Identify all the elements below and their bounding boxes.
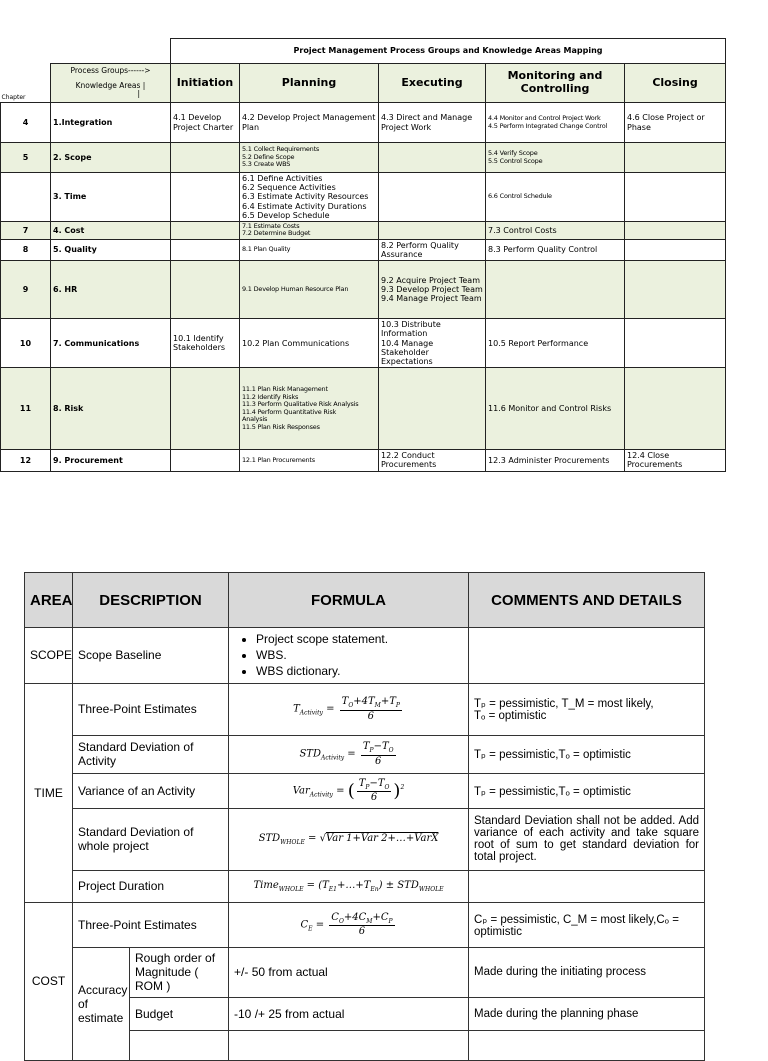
knowledge-area: 6. HR: [51, 261, 171, 319]
accuracy-range: -10 /+ 25 from actual: [229, 997, 469, 1030]
mapping-row: [1, 173, 726, 222]
process-line: 7.3 Control Costs: [488, 225, 557, 235]
planning-processes: [240, 450, 379, 471]
formula-std-activity: $STD_{Activity}$ = $\frac{T_P-T_O}{6}$: [229, 735, 469, 773]
process-line: 11.4 Perform Quantitative Risk: [242, 407, 337, 416]
accuracy-comment: Made during the initiating process: [469, 947, 705, 997]
scope-formula: [229, 628, 469, 684]
process-line: 9.3 Develop Project Team: [381, 285, 483, 295]
process-line: 9.1 Develop Human Resource Plan: [242, 285, 349, 294]
process-line: 10.5 Report Performance: [488, 338, 589, 348]
mapping-row: [1, 143, 726, 173]
process-line: Phase: [627, 122, 651, 132]
knowledge-area: 3. Time: [51, 173, 171, 222]
monitoring-processes: [486, 368, 625, 450]
mapping-row: [1, 368, 726, 450]
process-line: 10.2 Plan Communications: [242, 338, 350, 348]
initiation-processes: [171, 173, 240, 222]
executing-processes: [379, 319, 486, 368]
chapter-number: [1, 173, 51, 222]
process-line: 4.6 Close Project or: [627, 113, 705, 123]
scope-bullet: • WBS dictionary.: [256, 663, 463, 679]
col-comments: COMMENTS AND DETAILS: [469, 573, 705, 628]
process-line: 11.5 Plan Risk Responses: [242, 422, 320, 431]
time-desc: Variance of an Activity: [73, 773, 229, 808]
accuracy-comment-empty: [469, 1030, 705, 1060]
pipe-label: |: [137, 89, 140, 99]
process-line: 12.1 Plan Procurements: [242, 455, 315, 464]
process-line: 6.1 Define Activities: [242, 174, 323, 183]
planning-processes: [240, 261, 379, 319]
process-line: Expectations: [381, 357, 433, 366]
formula-table: [24, 572, 705, 1061]
process-line: 6.5 Develop Schedule: [242, 210, 330, 220]
scope-bullet: • Project scope statement.: [256, 631, 463, 647]
process-line: 5.3 Create WBS: [242, 160, 291, 169]
process-line: 6.3 Estimate Activity Resources: [242, 192, 369, 202]
accuracy-type: Budget: [130, 997, 229, 1030]
mapping-row: [1, 103, 726, 143]
executing-processes: [379, 239, 486, 260]
monitoring-processes: [486, 221, 625, 239]
process-line: Assurance: [381, 250, 423, 260]
accuracy-range: +/- 50 from actual: [229, 947, 469, 997]
comment-line: Tₚ = pessimistic, T_M = most likely,: [474, 698, 654, 711]
knowledge-area: 9. Procurement: [51, 450, 171, 471]
col-area: AREA: [25, 573, 73, 628]
chapter-number: 4: [1, 103, 51, 143]
process-line: 4.1 Develop: [173, 113, 222, 123]
process-line: 7.2 Determine Budget: [242, 229, 311, 238]
formula-std-whole: $STD_{WHOLE} = √Var$ 1+Var 2+…+VarX: [229, 808, 469, 870]
header-monitoring: Monitoring and Controlling: [486, 64, 625, 103]
process-mapping-table: [0, 38, 726, 472]
process-line: 7.1 Estimate Costs: [242, 221, 300, 230]
planning-processes: [240, 239, 379, 260]
executing-processes: [379, 450, 486, 471]
time-comment: [469, 683, 705, 735]
closing-processes: [625, 143, 726, 173]
area-scope: SCOPE: [25, 628, 73, 684]
chapter-label: Chapter: [1, 94, 26, 102]
initiation-processes: [171, 450, 240, 471]
knowledge-area: 5. Quality: [51, 239, 171, 260]
process-line: Plan: [242, 122, 260, 132]
mapping-row: [1, 319, 726, 368]
knowledge-area: 1.Integration: [51, 103, 171, 143]
closing-processes: [625, 239, 726, 260]
cost-desc: Three-Point Estimates: [73, 902, 229, 947]
process-line: 5.2 Define Scope: [242, 152, 295, 161]
chapter-number: 12: [1, 450, 51, 471]
formula-variance-activity: Var$_{Activity}$ = ( $\frac{T_P-T_O}{6}$ )$^2$: [229, 773, 469, 808]
scope-bullet-list: [234, 631, 463, 680]
header-initiation: Initiation: [171, 64, 240, 103]
process-mapping-section: [0, 38, 725, 472]
monitoring-processes: [486, 143, 625, 173]
formula-project-duration: Time$_{WHOLE}$ = $(T_{E1}+\dots+T_{En}) \pm STD_{WHOLE}$: [229, 870, 469, 902]
formula-three-point-time: $T_{Activity}$ = $\frac{T_O+4T_M+T_P}{6}$: [229, 683, 469, 735]
chapter-number: 8: [1, 239, 51, 260]
chapter-number: 11: [1, 368, 51, 450]
process-line: 8.3 Perform Quality Control: [488, 245, 598, 255]
closing-processes: [625, 450, 726, 471]
comment-line: Tₒ = optimistic: [474, 710, 547, 723]
scope-comment: [469, 628, 705, 684]
process-groups-label: Process Groups------>: [70, 66, 151, 76]
closing-processes: [625, 319, 726, 368]
closing-processes: [625, 221, 726, 239]
monitoring-processes: [486, 239, 625, 260]
process-line: Procurements: [381, 460, 437, 470]
col-formula: FORMULA: [229, 573, 469, 628]
chapter-number: 7: [1, 221, 51, 239]
initiation-processes: [171, 319, 240, 368]
mapping-row: [1, 261, 726, 319]
accuracy-type-empty: [130, 1030, 229, 1060]
executing-processes: [379, 368, 486, 450]
monitoring-processes: [486, 450, 625, 471]
time-comment: Tₚ = pessimistic,Tₒ = optimistic: [469, 735, 705, 773]
process-line: 5.1 Collect Requirements: [242, 145, 320, 154]
process-line: 12.2 Conduct: [381, 451, 435, 461]
planning-processes: [240, 143, 379, 173]
planning-processes: [240, 319, 379, 368]
process-line: 4.5 Perform Integrated Change Control: [488, 121, 608, 130]
scope-bullet: • WBS.: [256, 647, 463, 663]
process-line: 6.4 Estimate Activity Durations: [242, 201, 367, 211]
chapter-number: 9: [1, 261, 51, 319]
mapping-rows: [1, 103, 726, 472]
closing-processes: [625, 173, 726, 222]
executing-processes: [379, 261, 486, 319]
process-line: 4.2 Develop Project Management: [242, 113, 376, 123]
closing-processes: [625, 103, 726, 143]
process-line: Project Charter: [173, 122, 234, 132]
process-line: 5.5 Control Scope: [488, 156, 543, 165]
col-description: DESCRIPTION: [73, 573, 229, 628]
time-comment: Tₚ = pessimistic,Tₒ = optimistic: [469, 773, 705, 808]
closing-processes: [625, 261, 726, 319]
area-time: TIME: [25, 683, 73, 902]
time-desc: Standard Deviation of whole project: [73, 808, 229, 870]
process-line: 12.4 Close Procurements: [627, 451, 683, 470]
process-line: 4.4 Monitor and Control Project Work: [488, 114, 601, 123]
time-desc: Three-Point Estimates: [73, 683, 229, 735]
process-line: 4.3 Direct and Manage: [381, 113, 473, 123]
planning-processes: [240, 221, 379, 239]
process-line: 11.3 Perform Qualitative Risk Analysis: [242, 400, 359, 409]
accuracy-type: Rough order of Magnitude ( ROM ): [130, 947, 229, 997]
time-comment: Standard Deviation shall not be added. Add variance of each activity and take square root of sum to get standard deviation for total project.: [469, 808, 705, 870]
executing-processes: [379, 173, 486, 222]
monitoring-processes: [486, 103, 625, 143]
planning-processes: [240, 103, 379, 143]
knowledge-areas-label: Knowledge Areas |: [75, 80, 146, 90]
header-closing: Closing: [625, 64, 726, 103]
monitoring-processes: [486, 173, 625, 222]
process-line: 8.1 Plan Quality: [242, 245, 291, 254]
knowledge-area: 2. Scope: [51, 143, 171, 173]
process-line: 6.6 Control Schedule: [488, 192, 552, 201]
formula-three-point-cost: $C_E$ = $\frac{C_O+4C_M+C_P}{6}$: [229, 902, 469, 947]
initiation-processes: [171, 143, 240, 173]
executing-processes: [379, 221, 486, 239]
process-line: 10.4 Manage Stakeholder: [381, 338, 434, 357]
time-comment: [469, 870, 705, 902]
scope-description: Scope Baseline: [73, 628, 229, 684]
executing-processes: [379, 143, 486, 173]
monitoring-processes: [486, 261, 625, 319]
initiation-processes: [171, 261, 240, 319]
chapter-number: 10: [1, 319, 51, 368]
closing-processes: [625, 368, 726, 450]
knowledge-area: 8. Risk: [51, 368, 171, 450]
header-planning: Planning: [240, 64, 379, 103]
area-cost: COST: [25, 902, 73, 1060]
process-line: 10.3 Distribute Information: [381, 320, 441, 339]
monitoring-processes: [486, 319, 625, 368]
mapping-row: [1, 450, 726, 471]
process-line: 10.1 Identify: [173, 334, 224, 344]
process-line: 6.2 Sequence Activities: [242, 183, 336, 193]
initiation-processes: [171, 103, 240, 143]
process-line: 11.1 Plan Risk Management: [242, 385, 328, 394]
process-line: 5.4 Verify Scope: [488, 149, 538, 158]
planning-processes: [240, 173, 379, 222]
accuracy-comment: Made during the planning phase: [469, 997, 705, 1030]
initiation-processes: [171, 239, 240, 260]
accuracy-range-empty: [229, 1030, 469, 1060]
process-line: 9.4 Manage Project Team: [381, 294, 482, 304]
process-line: Project Work: [381, 122, 432, 132]
accuracy-label: Accuracy of estimate: [73, 947, 130, 1060]
mapping-row: [1, 221, 726, 239]
chapter-number: 5: [1, 143, 51, 173]
knowledge-area: 7. Communications: [51, 319, 171, 368]
header-executing: Executing: [379, 64, 486, 103]
initiation-processes: [171, 221, 240, 239]
process-line: 12.3 Administer Procurements: [488, 455, 610, 465]
time-desc: Standard Deviation of Activity: [73, 735, 229, 773]
initiation-processes: [171, 368, 240, 450]
executing-processes: [379, 103, 486, 143]
time-desc: Project Duration: [73, 870, 229, 902]
mapping-row: [1, 239, 726, 260]
process-line: 11.2 Identify Risks: [242, 392, 299, 401]
process-line: 11.6 Monitor and Control Risks: [488, 404, 612, 414]
mapping-title: Project Management Process Groups and Knowledge Areas Mapping: [171, 39, 726, 64]
process-line: Stakeholders: [173, 343, 226, 353]
planning-processes: [240, 368, 379, 450]
formula-section: [24, 572, 704, 1061]
process-line: 8.2 Perform Quality: [381, 240, 459, 250]
knowledge-area: 4. Cost: [51, 221, 171, 239]
process-line: 9.2 Acquire Project Team: [381, 275, 481, 285]
process-line: Analysis: [242, 415, 268, 424]
axis-labels-cell: [51, 64, 171, 103]
cost-comment: Cₚ = pessimistic, C_M = most likely,Cₒ = optimistic: [469, 902, 705, 947]
